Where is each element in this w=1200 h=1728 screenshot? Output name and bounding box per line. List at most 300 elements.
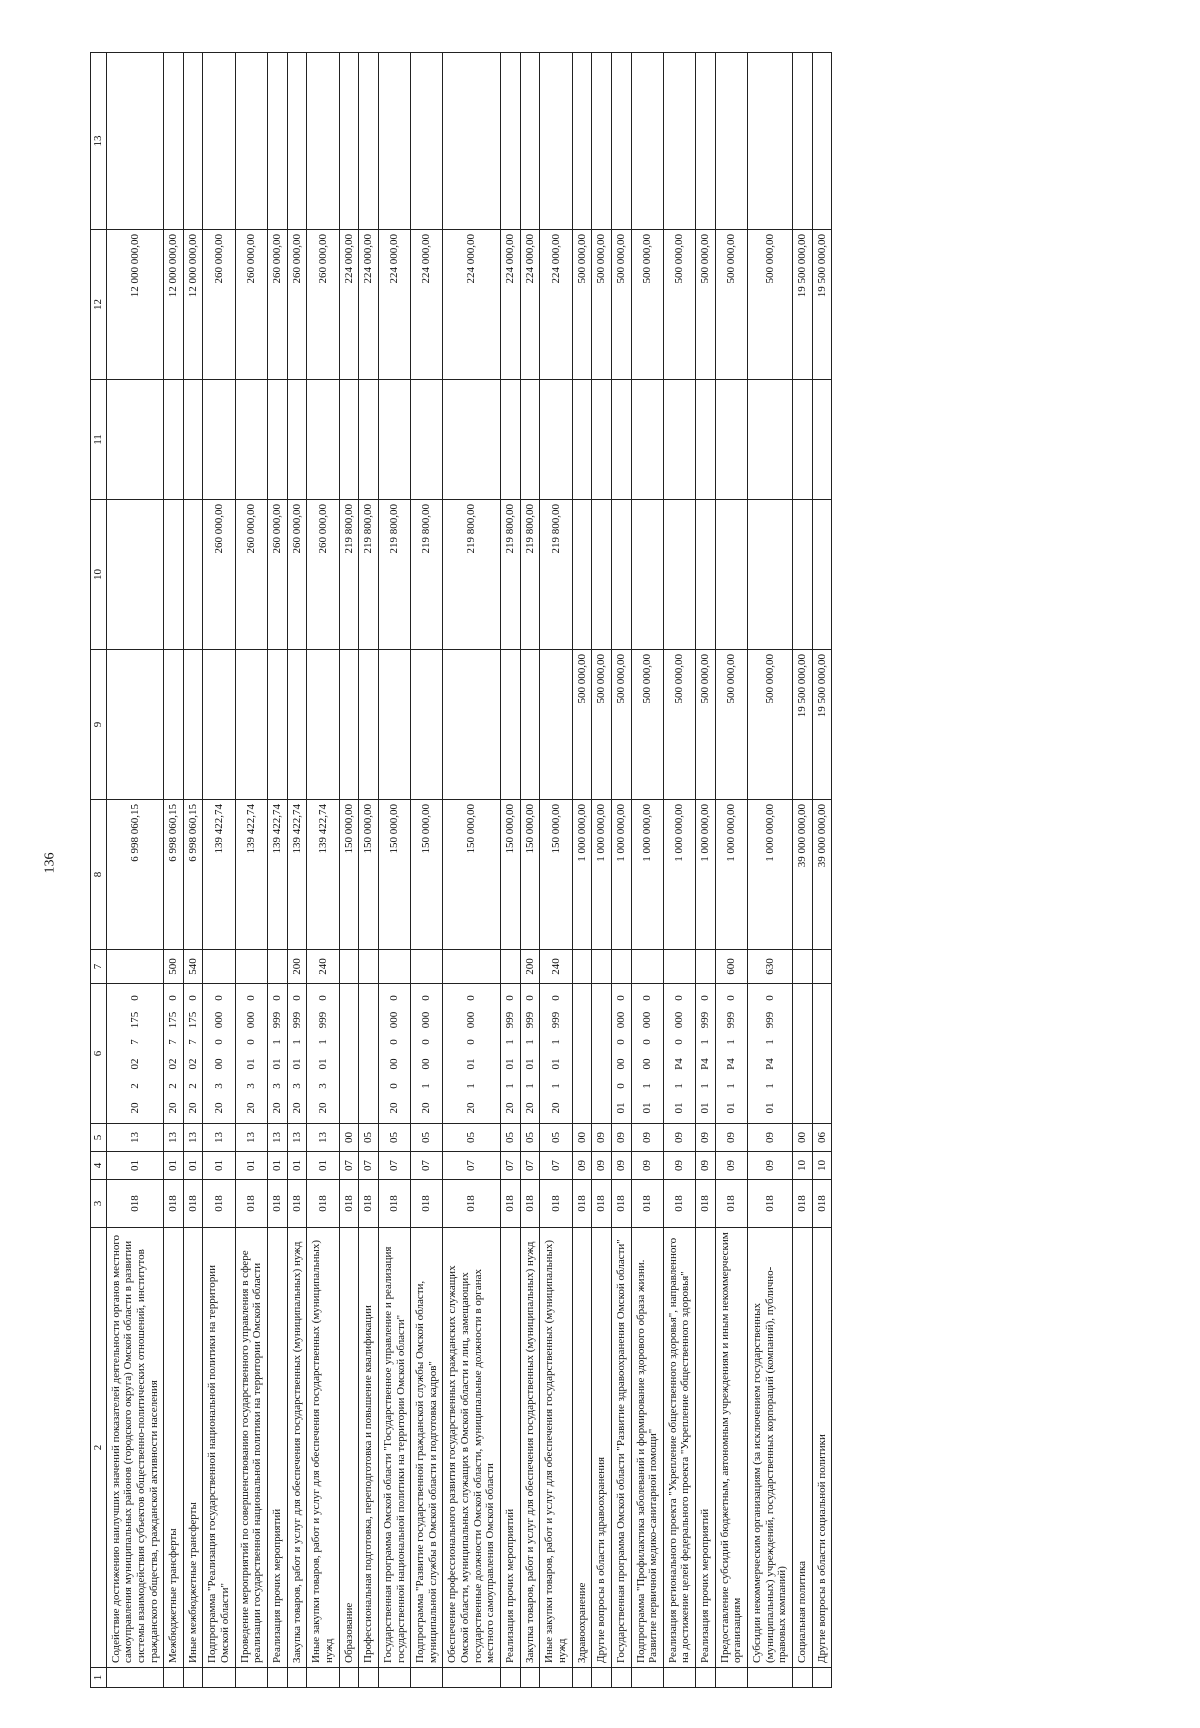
expense-type: 500 bbox=[164, 950, 184, 984]
amount-col10 bbox=[631, 500, 663, 650]
amount-col12: 19 500 000,00 bbox=[792, 230, 812, 380]
amount-col13 bbox=[106, 53, 164, 230]
target-article-part: 1 bbox=[549, 1039, 562, 1045]
amount-col11 bbox=[106, 380, 164, 500]
table-row bbox=[663, 53, 695, 1688]
target-article-code bbox=[715, 984, 747, 1124]
page-number: 136 bbox=[42, 852, 58, 874]
amount-col8: 150 000,00 bbox=[520, 800, 540, 950]
row-name: Подпрограмма "Реализация государственной национальной политики на территории Омской области" bbox=[203, 1228, 235, 1668]
amount-col8: 1 000 000,00 bbox=[663, 800, 695, 950]
amount-col8: 139 422,74 bbox=[203, 800, 235, 950]
expense-type bbox=[411, 950, 443, 984]
amount-col12: 500 000,00 bbox=[696, 230, 716, 380]
target-article-part: 1 bbox=[290, 1039, 303, 1045]
col1-cell bbox=[792, 1668, 812, 1688]
table-row bbox=[235, 53, 267, 1688]
target-article-part: 175 bbox=[186, 1011, 199, 1029]
code-section: 09 bbox=[611, 1152, 631, 1180]
table-row bbox=[411, 53, 443, 1688]
amount-col11 bbox=[663, 380, 695, 500]
target-article-part: 000 bbox=[245, 1011, 258, 1029]
target-article-part: 00 bbox=[388, 1058, 401, 1070]
amount-col11 bbox=[812, 380, 832, 500]
target-article-part: 20 bbox=[128, 1102, 141, 1114]
target-article-part: 20 bbox=[212, 1102, 225, 1114]
target-article-part: 999 bbox=[316, 1011, 329, 1029]
table-row bbox=[339, 53, 359, 1688]
target-article-part: 000 bbox=[388, 1011, 401, 1029]
target-article-part: 01 bbox=[549, 1058, 562, 1070]
code-ministry: 018 bbox=[411, 1180, 443, 1228]
code-ministry: 018 bbox=[106, 1180, 164, 1228]
target-article-part: 00 bbox=[420, 1058, 433, 1070]
amount-col9 bbox=[235, 650, 267, 800]
amount-col13 bbox=[359, 53, 379, 230]
target-article-part: 0 bbox=[465, 1039, 478, 1045]
amount-col12: 224 000,00 bbox=[359, 230, 379, 380]
target-article-part: 02 bbox=[128, 1058, 141, 1070]
target-article-part: 20 bbox=[186, 1102, 199, 1114]
amount-col10 bbox=[663, 500, 695, 650]
amount-col11 bbox=[792, 380, 812, 500]
amount-col10 bbox=[696, 500, 716, 650]
code-ministry: 018 bbox=[203, 1180, 235, 1228]
amount-col11 bbox=[164, 380, 184, 500]
target-article-part: 0 bbox=[388, 995, 401, 1001]
amount-col12: 224 000,00 bbox=[411, 230, 443, 380]
amount-col9 bbox=[520, 650, 540, 800]
row-name: Проведение мероприятий по совершенствованию государственного управления в сфере реализации государственной национальной политики на территории Омской области bbox=[235, 1228, 267, 1668]
target-article-part: 0 bbox=[523, 995, 536, 1001]
code-ministry: 018 bbox=[287, 1180, 307, 1228]
target-article-part: 1 bbox=[523, 1083, 536, 1089]
target-article-part: 1 bbox=[725, 1083, 738, 1089]
row-name: Социальная политика bbox=[792, 1228, 812, 1668]
target-article-part: 999 bbox=[504, 1011, 517, 1029]
table-row bbox=[287, 53, 307, 1688]
target-article-part: 20 bbox=[388, 1102, 401, 1114]
target-article-part: 0 bbox=[614, 1039, 627, 1045]
target-article-part: 1 bbox=[673, 1083, 686, 1089]
row-name: Иные закупки товаров, работ и услуг для обеспечения государственных (муниципальных) нужд bbox=[307, 1228, 339, 1668]
amount-col13 bbox=[235, 53, 267, 230]
expense-type bbox=[812, 950, 832, 984]
code-section: 10 bbox=[812, 1152, 832, 1180]
amount-col9: 500 000,00 bbox=[631, 650, 663, 800]
amount-col13 bbox=[268, 53, 288, 230]
target-article-code bbox=[164, 984, 184, 1124]
target-article-part: 20 bbox=[504, 1102, 517, 1114]
target-article-part: 02 bbox=[186, 1058, 199, 1070]
amount-col8: 39 000 000,00 bbox=[792, 800, 812, 950]
amount-col8: 150 000,00 bbox=[339, 800, 359, 950]
table-row bbox=[203, 53, 235, 1688]
target-article-part: 0 bbox=[316, 995, 329, 1001]
amount-col10 bbox=[715, 500, 747, 650]
amount-col9: 500 000,00 bbox=[572, 650, 592, 800]
code-subsection: 13 bbox=[183, 1124, 203, 1152]
column-header: 10 bbox=[91, 500, 107, 650]
table-row bbox=[792, 53, 812, 1688]
row-name: Реализация прочих мероприятий bbox=[501, 1228, 521, 1668]
amount-col13 bbox=[631, 53, 663, 230]
target-article-code bbox=[592, 984, 612, 1124]
target-article-part: 000 bbox=[640, 1011, 653, 1029]
amount-col12: 500 000,00 bbox=[592, 230, 612, 380]
target-article-part: 2 bbox=[128, 1083, 141, 1089]
amount-col8: 6 998 060,15 bbox=[183, 800, 203, 950]
target-article-part: 1 bbox=[316, 1039, 329, 1045]
code-ministry: 018 bbox=[359, 1180, 379, 1228]
target-article-part: 0 bbox=[673, 995, 686, 1001]
amount-col11 bbox=[715, 380, 747, 500]
target-article-part: 01 bbox=[763, 1102, 776, 1114]
code-section: 07 bbox=[378, 1152, 410, 1180]
amount-col8: 150 000,00 bbox=[501, 800, 521, 950]
target-article-part: 00 bbox=[212, 1058, 225, 1070]
code-ministry: 018 bbox=[747, 1180, 792, 1228]
code-ministry: 018 bbox=[663, 1180, 695, 1228]
target-article-part: 0 bbox=[388, 1039, 401, 1045]
code-section: 09 bbox=[631, 1152, 663, 1180]
amount-col10 bbox=[572, 500, 592, 650]
amount-col13 bbox=[501, 53, 521, 230]
col1-cell bbox=[812, 1668, 832, 1688]
amount-col12: 500 000,00 bbox=[747, 230, 792, 380]
amount-col9: 500 000,00 bbox=[747, 650, 792, 800]
amount-col13 bbox=[715, 53, 747, 230]
col1-cell bbox=[501, 1668, 521, 1688]
target-article-code bbox=[663, 984, 695, 1124]
amount-col13 bbox=[164, 53, 184, 230]
table-row bbox=[501, 53, 521, 1688]
expense-type bbox=[501, 950, 521, 984]
code-subsection: 09 bbox=[592, 1124, 612, 1152]
col1-cell bbox=[540, 1668, 572, 1688]
amount-col13 bbox=[443, 53, 501, 230]
target-article-part: 175 bbox=[128, 1011, 141, 1029]
code-subsection: 05 bbox=[359, 1124, 379, 1152]
target-article-part: 1 bbox=[504, 1039, 517, 1045]
expense-type: 240 bbox=[307, 950, 339, 984]
target-article-part: 01 bbox=[725, 1102, 738, 1114]
code-ministry: 018 bbox=[501, 1180, 521, 1228]
col1-cell bbox=[183, 1668, 203, 1688]
amount-col11 bbox=[747, 380, 792, 500]
amount-col13 bbox=[592, 53, 612, 230]
target-article-part: 20 bbox=[523, 1102, 536, 1114]
amount-col13 bbox=[572, 53, 592, 230]
target-article-part: 0 bbox=[549, 995, 562, 1001]
amount-col11 bbox=[611, 380, 631, 500]
target-article-part: 7 bbox=[167, 1039, 180, 1045]
row-name: Подпрограмма "Развитие государственной гражданской службы Омской области, муниципальной службы в Омской области и подготовка кадров" bbox=[411, 1228, 443, 1668]
target-article-part: 1 bbox=[699, 1039, 712, 1045]
table-row bbox=[268, 53, 288, 1688]
column-header: 8 bbox=[91, 800, 107, 950]
amount-col12: 12 000 000,00 bbox=[106, 230, 164, 380]
target-article-part: 0 bbox=[212, 995, 225, 1001]
target-article-part: 999 bbox=[523, 1011, 536, 1029]
code-subsection: 13 bbox=[164, 1124, 184, 1152]
amount-col9 bbox=[106, 650, 164, 800]
code-ministry: 018 bbox=[592, 1180, 612, 1228]
code-section: 09 bbox=[715, 1152, 747, 1180]
col1-cell bbox=[611, 1668, 631, 1688]
amount-col9: 500 000,00 bbox=[663, 650, 695, 800]
column-header: 12 bbox=[91, 230, 107, 380]
target-article-part: 999 bbox=[763, 1011, 776, 1029]
target-article-code bbox=[443, 984, 501, 1124]
col1-cell bbox=[339, 1668, 359, 1688]
col1-cell bbox=[164, 1668, 184, 1688]
code-subsection: 09 bbox=[696, 1124, 716, 1152]
target-article-part: 0 bbox=[673, 1039, 686, 1045]
table-row bbox=[572, 53, 592, 1688]
code-subsection: 06 bbox=[812, 1124, 832, 1152]
target-article-part: 000 bbox=[614, 1011, 627, 1029]
amount-col8: 1 000 000,00 bbox=[572, 800, 592, 950]
expense-type bbox=[339, 950, 359, 984]
target-article-code bbox=[359, 984, 379, 1124]
amount-col10: 260 000,00 bbox=[235, 500, 267, 650]
target-article-part: 1 bbox=[420, 1083, 433, 1089]
col1-cell bbox=[359, 1668, 379, 1688]
code-subsection: 09 bbox=[747, 1124, 792, 1152]
target-article-part: 175 bbox=[167, 1011, 180, 1029]
amount-col8: 6 998 060,15 bbox=[164, 800, 184, 950]
target-article-code bbox=[106, 984, 164, 1124]
code-subsection: 00 bbox=[339, 1124, 359, 1152]
target-article-part: 0 bbox=[640, 995, 653, 1001]
code-section: 10 bbox=[792, 1152, 812, 1180]
code-subsection: 05 bbox=[501, 1124, 521, 1152]
amount-col10: 219 800,00 bbox=[378, 500, 410, 650]
expense-type bbox=[696, 950, 716, 984]
code-ministry: 018 bbox=[164, 1180, 184, 1228]
target-article-part: 0 bbox=[725, 995, 738, 1001]
target-article-part: 1 bbox=[640, 1083, 653, 1089]
amount-col13 bbox=[339, 53, 359, 230]
code-section: 07 bbox=[359, 1152, 379, 1180]
expense-type: 630 bbox=[747, 950, 792, 984]
amount-col12: 500 000,00 bbox=[572, 230, 592, 380]
amount-col12: 19 500 000,00 bbox=[812, 230, 832, 380]
amount-col9: 500 000,00 bbox=[592, 650, 612, 800]
amount-col10: 219 800,00 bbox=[359, 500, 379, 650]
code-section: 01 bbox=[106, 1152, 164, 1180]
amount-col9 bbox=[411, 650, 443, 800]
amount-col11 bbox=[443, 380, 501, 500]
col1-cell bbox=[663, 1668, 695, 1688]
target-article-code bbox=[792, 984, 812, 1124]
target-article-part: 7 bbox=[186, 1039, 199, 1045]
amount-col12: 12 000 000,00 bbox=[183, 230, 203, 380]
amount-col11 bbox=[592, 380, 612, 500]
amount-col10 bbox=[164, 500, 184, 650]
target-article-part: 0 bbox=[614, 1083, 627, 1089]
amount-col11 bbox=[696, 380, 716, 500]
amount-col12: 224 000,00 bbox=[443, 230, 501, 380]
row-name: Реализация прочих мероприятий bbox=[696, 1228, 716, 1668]
column-header: 11 bbox=[91, 380, 107, 500]
row-name: Реализация регионального проекта "Укрепление общественного здоровья", направленного на достижение целей федерального проекта "Укрепление общественного здоровья" bbox=[663, 1228, 695, 1668]
row-name: Другие вопросы в области социальной политики bbox=[812, 1228, 832, 1668]
amount-col12: 260 000,00 bbox=[307, 230, 339, 380]
amount-col13 bbox=[183, 53, 203, 230]
target-article-code bbox=[812, 984, 832, 1124]
row-name: Иные закупки товаров, работ и услуг для обеспечения государственных (муниципальных) нужд bbox=[540, 1228, 572, 1668]
amount-col12: 224 000,00 bbox=[520, 230, 540, 380]
amount-col9 bbox=[540, 650, 572, 800]
code-section: 01 bbox=[268, 1152, 288, 1180]
target-article-code bbox=[631, 984, 663, 1124]
target-article-part: 7 bbox=[128, 1039, 141, 1045]
amount-col10: 219 800,00 bbox=[540, 500, 572, 650]
amount-col10 bbox=[592, 500, 612, 650]
amount-col11 bbox=[235, 380, 267, 500]
target-article-part: 2 bbox=[186, 1083, 199, 1089]
table-row bbox=[378, 53, 410, 1688]
code-section: 09 bbox=[663, 1152, 695, 1180]
target-article-part: 0 bbox=[212, 1039, 225, 1045]
target-article-part: 01 bbox=[673, 1102, 686, 1114]
row-name: Иные межбюджетные трансферты bbox=[183, 1228, 203, 1668]
amount-col9: 19 500 000,00 bbox=[812, 650, 832, 800]
amount-col13 bbox=[747, 53, 792, 230]
target-article-part: 01 bbox=[523, 1058, 536, 1070]
row-name: Государственная программа Омской области "Развитие здравоохранения Омской области" bbox=[611, 1228, 631, 1668]
amount-col12: 260 000,00 bbox=[287, 230, 307, 380]
code-subsection: 05 bbox=[378, 1124, 410, 1152]
target-article-code bbox=[501, 984, 521, 1124]
code-ministry: 018 bbox=[339, 1180, 359, 1228]
target-article-part: 999 bbox=[725, 1011, 738, 1029]
target-article-part: 0 bbox=[290, 995, 303, 1001]
code-subsection: 13 bbox=[268, 1124, 288, 1152]
expense-type: 600 bbox=[715, 950, 747, 984]
amount-col12: 500 000,00 bbox=[631, 230, 663, 380]
code-section: 07 bbox=[540, 1152, 572, 1180]
amount-col11 bbox=[268, 380, 288, 500]
expense-type bbox=[572, 950, 592, 984]
amount-col9 bbox=[287, 650, 307, 800]
amount-col8: 150 000,00 bbox=[359, 800, 379, 950]
target-article-code bbox=[183, 984, 203, 1124]
amount-col13 bbox=[611, 53, 631, 230]
target-article-part: 20 bbox=[316, 1102, 329, 1114]
code-section: 09 bbox=[592, 1152, 612, 1180]
column-header: 6 bbox=[91, 984, 107, 1124]
amount-col13 bbox=[540, 53, 572, 230]
amount-col12: 260 000,00 bbox=[268, 230, 288, 380]
target-article-part: P4 bbox=[725, 1058, 738, 1070]
amount-col10: 260 000,00 bbox=[268, 500, 288, 650]
amount-col9 bbox=[339, 650, 359, 800]
amount-col10: 260 000,00 bbox=[287, 500, 307, 650]
code-section: 07 bbox=[443, 1152, 501, 1180]
column-header: 1 bbox=[91, 1668, 107, 1688]
target-article-part: 000 bbox=[212, 1011, 225, 1029]
amount-col11 bbox=[378, 380, 410, 500]
target-article-code bbox=[268, 984, 288, 1124]
amount-col11 bbox=[203, 380, 235, 500]
table-row bbox=[183, 53, 203, 1688]
amount-col8: 150 000,00 bbox=[378, 800, 410, 950]
amount-col8: 1 000 000,00 bbox=[592, 800, 612, 950]
row-name: Здравоохранение bbox=[572, 1228, 592, 1668]
amount-col8: 139 422,74 bbox=[307, 800, 339, 950]
target-article-part: 20 bbox=[290, 1102, 303, 1114]
col1-cell bbox=[696, 1668, 716, 1688]
target-article-part: 1 bbox=[763, 1039, 776, 1045]
code-subsection: 05 bbox=[411, 1124, 443, 1152]
amount-col10: 219 800,00 bbox=[501, 500, 521, 650]
amount-col9: 500 000,00 bbox=[696, 650, 716, 800]
code-subsection: 00 bbox=[572, 1124, 592, 1152]
row-name: Закупка товаров, работ и услуг для обеспечения государственных (муниципальных) нужд bbox=[520, 1228, 540, 1668]
code-ministry: 018 bbox=[268, 1180, 288, 1228]
amount-col10 bbox=[611, 500, 631, 650]
code-ministry: 018 bbox=[631, 1180, 663, 1228]
target-article-part: 1 bbox=[271, 1039, 284, 1045]
table-row bbox=[715, 53, 747, 1688]
expense-type bbox=[203, 950, 235, 984]
col1-cell bbox=[443, 1668, 501, 1688]
target-article-part: 20 bbox=[271, 1102, 284, 1114]
col1-cell bbox=[747, 1668, 792, 1688]
amount-col12: 500 000,00 bbox=[663, 230, 695, 380]
column-header: 3 bbox=[91, 1180, 107, 1228]
table-row bbox=[307, 53, 339, 1688]
table-row bbox=[106, 53, 164, 1688]
amount-col8: 1 000 000,00 bbox=[715, 800, 747, 950]
amount-col9 bbox=[164, 650, 184, 800]
code-subsection: 00 bbox=[792, 1124, 812, 1152]
col1-cell bbox=[235, 1668, 267, 1688]
code-ministry: 018 bbox=[307, 1180, 339, 1228]
row-name: Другие вопросы в области здравоохранения bbox=[592, 1228, 612, 1668]
code-ministry: 018 bbox=[812, 1180, 832, 1228]
target-article-part: 20 bbox=[465, 1102, 478, 1114]
code-ministry: 018 bbox=[611, 1180, 631, 1228]
column-header: 13 bbox=[91, 53, 107, 230]
amount-col8: 1 000 000,00 bbox=[611, 800, 631, 950]
amount-col8: 1 000 000,00 bbox=[696, 800, 716, 950]
col1-cell bbox=[520, 1668, 540, 1688]
expense-type bbox=[663, 950, 695, 984]
target-article-code bbox=[611, 984, 631, 1124]
row-name: Образование bbox=[339, 1228, 359, 1668]
code-ministry: 018 bbox=[715, 1180, 747, 1228]
amount-col8: 150 000,00 bbox=[540, 800, 572, 950]
target-article-part: 00 bbox=[640, 1058, 653, 1070]
amount-col10 bbox=[792, 500, 812, 650]
code-section: 09 bbox=[747, 1152, 792, 1180]
amount-col11 bbox=[520, 380, 540, 500]
target-article-code bbox=[339, 984, 359, 1124]
expense-type bbox=[268, 950, 288, 984]
target-article-part: 01 bbox=[614, 1102, 627, 1114]
col1-cell bbox=[106, 1668, 164, 1688]
target-article-part: 999 bbox=[699, 1011, 712, 1029]
target-article-part: 0 bbox=[614, 995, 627, 1001]
table-row bbox=[520, 53, 540, 1688]
amount-col13 bbox=[520, 53, 540, 230]
col1-cell bbox=[572, 1668, 592, 1688]
target-article-part: 0 bbox=[167, 995, 180, 1001]
